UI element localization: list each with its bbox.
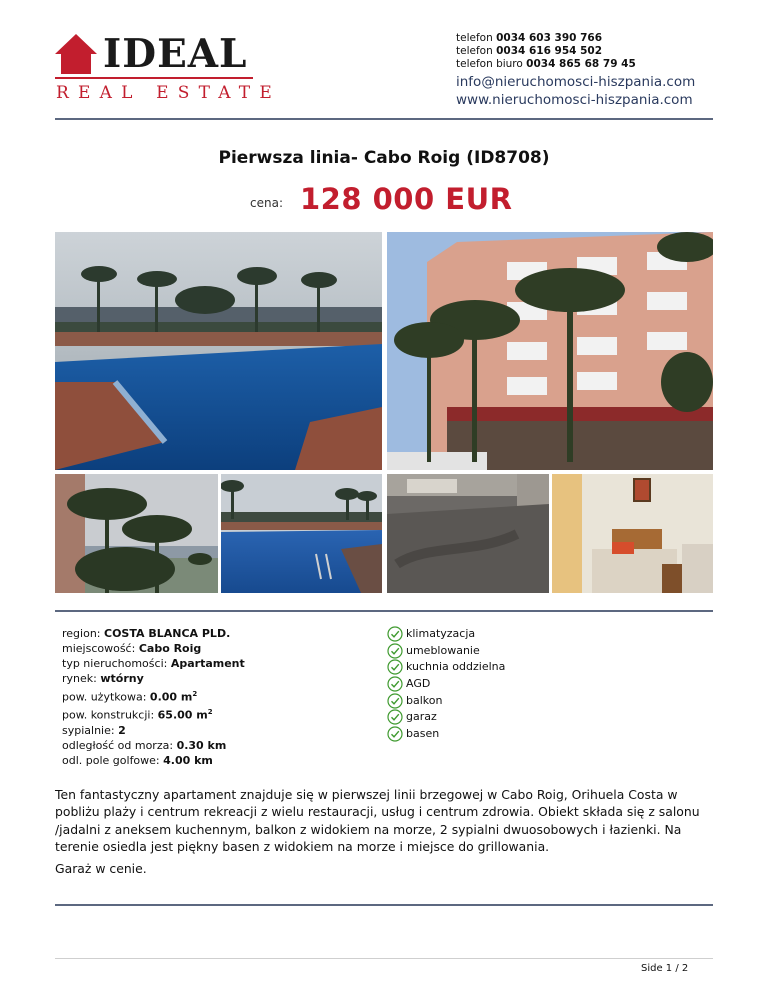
property-details	[62, 627, 372, 768]
price-value: 128 000 EUR	[300, 182, 513, 216]
feature-label: AGD	[406, 677, 431, 691]
check-circle-icon	[387, 659, 403, 675]
listing-title: Pierwsza linia- Cabo Roig (ID8708)	[218, 148, 550, 168]
feature-item	[387, 676, 587, 693]
listing-description: Ten fantastyczny apartament znajduje się w pierwszej linii brzegowej w Cabo Roig, Orihuela Costa w pobliżu plaży i centrum rekreacji z wielu restauracji, usług i centrum zdrowia. Obiekt składa się z salonu /jadalni z aneksem kuchennym, balkon z widokiem na morze, 2 sypialni dwuosobowych i łazienki. Na terenie osiedla jest piękny basen z widokiem na morze i miejsce do grillowania.	[55, 787, 700, 855]
feature-label: basen	[406, 726, 440, 740]
website-link[interactable]: www.nieruchomosci-hiszpania.com	[456, 92, 693, 108]
photo-pool-sunset[interactable]	[221, 474, 382, 593]
phone-label: telefon	[456, 45, 493, 57]
detail-sea-distance: odległość od morza: 0.30 km	[62, 738, 227, 752]
check-circle-icon	[387, 643, 403, 659]
email-link[interactable]: info@nieruchomosci-hiszpania.com	[456, 74, 696, 90]
feature-label: umeblowanie	[406, 643, 480, 657]
photo-palms-sea[interactable]	[55, 474, 218, 593]
phone-number[interactable]: 0034 603 390 766	[496, 32, 603, 44]
feature-item	[387, 692, 587, 709]
detail-usable-area: pow. użytkowa: 0.00 $m^2$	[62, 689, 198, 704]
footer-divider	[55, 958, 713, 959]
house-logo-icon	[55, 34, 97, 74]
check-circle-icon	[387, 709, 403, 725]
section-divider	[55, 610, 713, 612]
phone-number[interactable]: 0034 616 954 502	[496, 45, 603, 57]
feature-label: kuchnia oddzielna	[406, 660, 506, 674]
detail-golf-distance: odl. pole golfowe: 4.00 km	[62, 753, 213, 767]
page-number: Side 1 / 2	[641, 963, 689, 974]
phone-line	[456, 32, 756, 45]
logo-tagline: REAL ESTATE	[56, 83, 281, 103]
feature-label: balkon	[406, 693, 443, 707]
feature-item	[387, 709, 587, 726]
photo-garage[interactable]	[387, 474, 549, 593]
check-circle-icon	[387, 676, 403, 692]
price-label: cena:	[250, 196, 283, 210]
feature-item	[387, 626, 587, 643]
logo-wordmark: IDEAL	[103, 31, 248, 77]
photo-pool-sea-view[interactable]	[55, 232, 382, 470]
phone-line	[456, 58, 756, 71]
detail-property-type: typ nieruchomości: Apartament	[62, 656, 245, 670]
features-list	[387, 626, 587, 742]
phone-label: telefon biuro	[456, 58, 523, 70]
company-logo	[55, 30, 281, 105]
photo-apartment-building[interactable]	[387, 232, 713, 470]
detail-construction-area: pow. konstrukcji: 65.00 $m^2$	[62, 708, 213, 722]
check-circle-icon	[387, 626, 403, 642]
detail-market: rynek: wtórny	[62, 671, 144, 685]
feature-label: klimatyzacja	[406, 627, 476, 641]
bottom-divider	[55, 904, 713, 906]
contact-block	[456, 32, 756, 109]
phone-label: telefon	[456, 32, 493, 44]
check-circle-icon	[387, 726, 403, 742]
check-circle-icon	[387, 693, 403, 709]
header-divider	[55, 118, 713, 120]
listing-note: Garaż w cenie.	[55, 861, 147, 876]
detail-region: region: COSTA BLANCA PLD.	[62, 627, 231, 640]
logo-divider	[55, 77, 253, 79]
phone-line	[456, 45, 756, 58]
photo-bedroom[interactable]	[552, 474, 713, 593]
phone-number[interactable]: 0034 865 68 79 45	[526, 58, 636, 70]
feature-item	[387, 726, 587, 743]
feature-item	[387, 643, 587, 660]
detail-bedrooms: sypialnie: 2	[62, 723, 126, 737]
feature-label: garaz	[406, 710, 437, 724]
feature-item	[387, 659, 587, 676]
detail-town: miejscowość: Cabo Roig	[62, 641, 202, 655]
